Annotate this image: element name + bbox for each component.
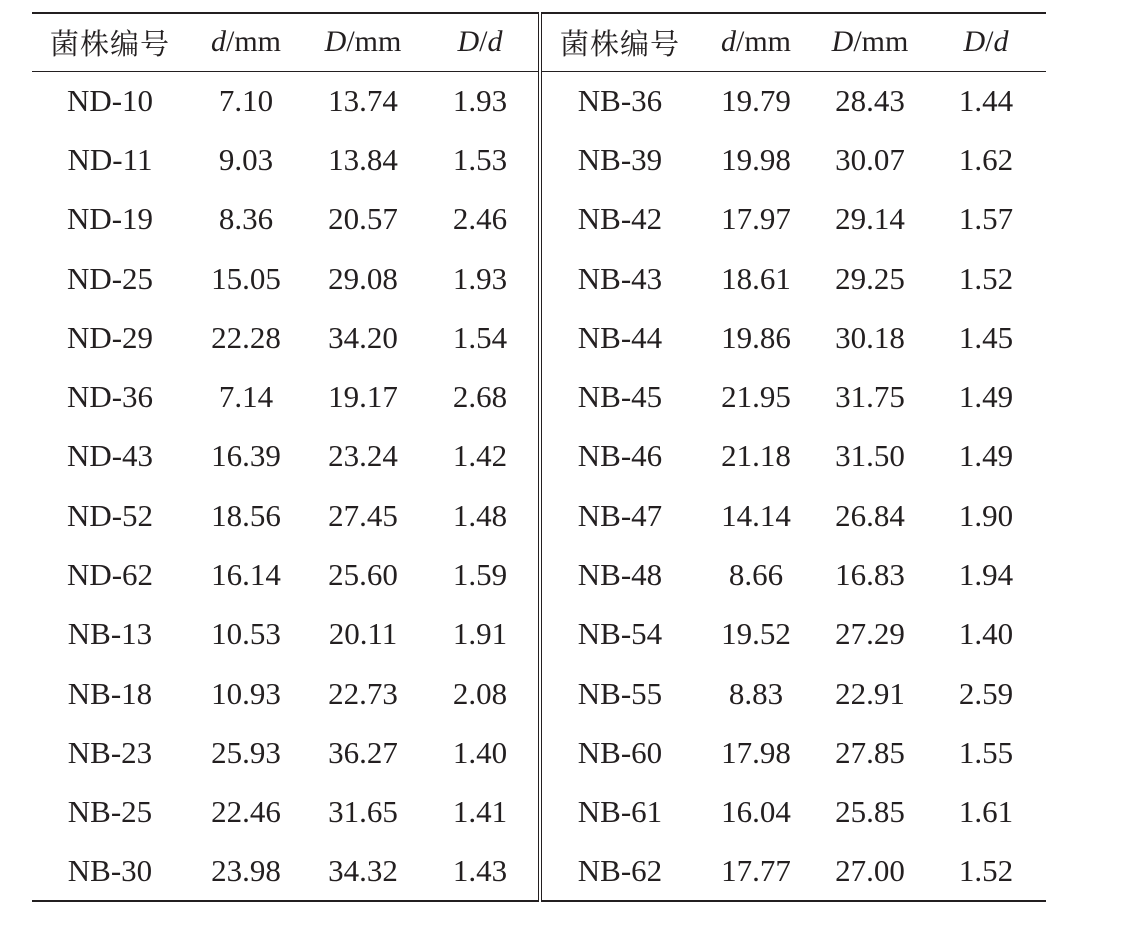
table-row — [32, 664, 1046, 723]
cell-left-d-value: 23.98 — [211, 853, 281, 888]
cell-right-strain-id: NB-46 — [577, 438, 663, 474]
cell-left-d-value: 7.10 — [218, 82, 274, 118]
cell-right-D-value: 16.83 — [835, 557, 905, 593]
header-D-var: D — [324, 25, 347, 59]
header-d-right — [698, 13, 814, 71]
cell-right-strain-id: NB-61 — [577, 794, 663, 830]
cell-right-strain-id: NB-44 — [577, 319, 663, 355]
table-row — [32, 249, 1046, 308]
cell-right-d-value: 17.97 — [721, 201, 791, 237]
cell-right-D-value: 30.07 — [835, 141, 905, 177]
cell-right-ratio-value: 1.61 — [958, 794, 1014, 830]
table-row — [32, 71, 1046, 130]
cell-left-strain-id: ND-25 — [66, 260, 154, 296]
cell-right-ratio-value: 1.94 — [958, 557, 1014, 593]
cell-left-d-value: 22.46 — [211, 794, 281, 830]
header-D-right — [814, 13, 926, 71]
cell-right-ratio-value: 2.59 — [958, 675, 1014, 711]
cell-left-strain-id: NB-23 — [67, 734, 153, 770]
table-row — [32, 545, 1046, 604]
cell-right-ratio-value: 1.49 — [958, 438, 1014, 474]
cell-left-strain-id: NB-18 — [67, 675, 153, 711]
cell-left-d-value: 18.56 — [211, 497, 281, 533]
cell-right-strain-id: NB-47 — [577, 497, 663, 533]
cell-left-D-value: 34.32 — [328, 853, 398, 888]
cell-left-D-value: 23.24 — [328, 438, 398, 474]
cell-left-ratio-value: 2.46 — [422, 190, 540, 249]
cell-left-strain-id: ND-10 — [66, 82, 154, 118]
cell-right-D-value: 27.29 — [835, 616, 905, 652]
cell-left-strain-id: ND-62 — [66, 557, 154, 593]
header-ratio-slash: / — [479, 25, 488, 59]
cell-right-ratio-value: 1.49 — [958, 379, 1014, 415]
cell-left-ratio-value: 1.54 — [422, 308, 540, 367]
cell-left-strain-id: ND-29 — [66, 319, 154, 355]
cell-right-d-value: 17.98 — [721, 734, 791, 770]
cell-left-strain-id: ND-43 — [66, 438, 154, 474]
table-row — [32, 723, 1046, 782]
cell-left-strain-id: ND-36 — [66, 379, 154, 415]
cell-right-d-value: 16.04 — [721, 794, 791, 830]
cell-right-ratio-value: 1.40 — [958, 616, 1014, 652]
cell-right-ratio-value: 1.44 — [958, 82, 1014, 118]
cell-right-strain-id: NB-54 — [577, 616, 663, 652]
header-D-unit: /mm — [853, 25, 909, 59]
cell-left-D-value: 27.45 — [328, 497, 398, 533]
header-d-var: d — [210, 25, 226, 59]
table-body — [32, 71, 1046, 901]
cell-right-D-value: 30.18 — [835, 319, 905, 355]
cell-right-strain-id: NB-43 — [577, 260, 663, 296]
cell-left-ratio-value: 1.42 — [422, 427, 540, 486]
header-ratio-d: d — [993, 25, 1009, 59]
cell-right-D-value: 29.25 — [835, 260, 905, 296]
cell-right-D-value: 26.84 — [835, 497, 905, 533]
cell-left-d-value: 10.93 — [211, 675, 281, 711]
cell-right-d-value: 19.86 — [721, 319, 791, 355]
cell-right-d-value: 21.18 — [721, 438, 791, 474]
cell-left-D-value: 36.27 — [328, 734, 398, 770]
cell-left-ratio-value: 1.48 — [422, 486, 540, 545]
cell-left-D-value: 20.57 — [328, 201, 398, 237]
cell-left-d-value: 9.03 — [218, 141, 274, 177]
strain-measurement-table — [32, 12, 1046, 902]
header-strain-id-label: 菌株编号 — [559, 26, 680, 61]
cell-right-strain-id: NB-55 — [577, 675, 663, 711]
cell-left-D-value: 31.65 — [328, 794, 398, 830]
cell-right-d-value: 21.95 — [721, 379, 791, 415]
cell-right-d-value: 8.66 — [728, 557, 784, 593]
cell-left-d-value: 10.53 — [211, 616, 281, 652]
cell-right-D-value: 29.14 — [835, 201, 905, 237]
cell-left-ratio-value: 1.93 — [422, 249, 540, 308]
cell-left-ratio-value: 1.43 — [422, 842, 540, 901]
cell-right-D-value: 31.75 — [835, 379, 905, 415]
cell-right-ratio-value: 1.90 — [958, 497, 1014, 533]
cell-right-d-value: 19.52 — [721, 616, 791, 652]
cell-right-ratio-value: 1.52 — [958, 853, 1014, 888]
header-strain-id-left — [32, 13, 188, 71]
cell-left-d-value: 7.14 — [218, 379, 274, 415]
table-row — [32, 486, 1046, 545]
cell-left-d-value: 8.36 — [218, 201, 274, 237]
table-row — [32, 842, 1046, 901]
cell-left-d-value: 25.93 — [211, 734, 281, 770]
cell-left-D-value: 25.60 — [328, 557, 398, 593]
table-header — [32, 13, 1046, 71]
cell-right-d-value: 18.61 — [721, 260, 791, 296]
cell-left-ratio-value: 1.41 — [422, 783, 540, 842]
cell-left-strain-id: NB-25 — [67, 794, 153, 830]
cell-left-ratio-value: 2.68 — [422, 367, 540, 426]
cell-right-ratio-value: 1.45 — [958, 319, 1014, 355]
cell-right-ratio-value: 1.57 — [958, 201, 1014, 237]
table-row — [32, 130, 1046, 189]
header-d-unit: /mm — [735, 25, 791, 59]
cell-left-ratio-value: 1.53 — [422, 130, 540, 189]
cell-left-d-value: 16.39 — [211, 438, 281, 474]
cell-right-D-value: 25.85 — [835, 794, 905, 830]
cell-left-d-value: 15.05 — [211, 260, 281, 296]
cell-left-D-value: 29.08 — [328, 260, 398, 296]
cell-right-D-value: 22.91 — [835, 675, 905, 711]
cell-right-strain-id: NB-60 — [577, 734, 663, 770]
cell-left-strain-id: ND-52 — [66, 497, 154, 533]
header-ratio-D: D — [963, 25, 986, 59]
header-ratio-D: D — [457, 25, 480, 59]
header-d-left — [188, 13, 304, 71]
header-ratio-slash: / — [985, 25, 994, 59]
cell-left-ratio-value: 1.93 — [422, 71, 540, 130]
cell-right-strain-id: NB-39 — [577, 141, 663, 177]
table-row — [32, 605, 1046, 664]
cell-right-D-value: 28.43 — [835, 82, 905, 118]
header-strain-id-right — [540, 13, 698, 71]
header-ratio-left — [422, 13, 540, 71]
cell-left-d-value: 16.14 — [211, 557, 281, 593]
header-D-unit: /mm — [346, 25, 402, 59]
cell-right-d-value: 19.98 — [721, 141, 791, 177]
cell-left-strain-id: NB-13 — [67, 616, 153, 652]
header-D-var: D — [831, 25, 854, 59]
cell-right-d-value: 17.77 — [721, 853, 791, 888]
cell-left-strain-id: NB-30 — [67, 853, 153, 888]
header-D-left — [304, 13, 422, 71]
table-row — [32, 367, 1046, 426]
cell-left-D-value: 22.73 — [328, 675, 398, 711]
data-table-container — [32, 12, 1046, 902]
cell-right-D-value: 31.50 — [835, 438, 905, 474]
cell-right-D-value: 27.85 — [835, 734, 905, 770]
cell-left-ratio-value: 1.40 — [422, 723, 540, 782]
header-ratio-right — [926, 13, 1046, 71]
cell-right-D-value: 27.00 — [835, 853, 905, 888]
cell-right-strain-id: NB-42 — [577, 201, 663, 237]
cell-right-d-value: 14.14 — [721, 497, 791, 533]
cell-left-ratio-value: 1.91 — [422, 605, 540, 664]
cell-right-strain-id: NB-45 — [577, 379, 663, 415]
table-row — [32, 190, 1046, 249]
cell-left-d-value: 22.28 — [211, 319, 281, 355]
cell-right-ratio-value: 1.55 — [958, 734, 1014, 770]
table-row — [32, 308, 1046, 367]
cell-left-D-value: 20.11 — [328, 616, 398, 652]
header-ratio-d: d — [487, 25, 503, 59]
header-d-unit: /mm — [225, 25, 281, 59]
table-row — [32, 783, 1046, 842]
cell-left-D-value: 19.17 — [328, 379, 398, 415]
cell-right-strain-id: NB-62 — [577, 853, 663, 888]
header-row — [32, 13, 1046, 71]
cell-right-strain-id: NB-36 — [577, 82, 663, 118]
cell-left-D-value: 34.20 — [328, 319, 398, 355]
cell-left-D-value: 13.74 — [328, 82, 398, 118]
cell-right-strain-id: NB-48 — [577, 557, 663, 593]
header-d-var: d — [720, 25, 736, 59]
cell-left-ratio-value: 2.08 — [422, 664, 540, 723]
cell-left-strain-id: ND-11 — [67, 141, 153, 177]
header-strain-id-label: 菌株编号 — [49, 26, 170, 61]
cell-right-d-value: 19.79 — [721, 82, 791, 118]
cell-right-ratio-value: 1.52 — [958, 260, 1014, 296]
table-row — [32, 427, 1046, 486]
cell-right-d-value: 8.83 — [728, 675, 784, 711]
cell-left-D-value: 13.84 — [328, 141, 398, 177]
cell-left-ratio-value: 1.59 — [422, 545, 540, 604]
cell-right-ratio-value: 1.62 — [958, 141, 1014, 177]
cell-left-strain-id: ND-19 — [66, 201, 154, 237]
